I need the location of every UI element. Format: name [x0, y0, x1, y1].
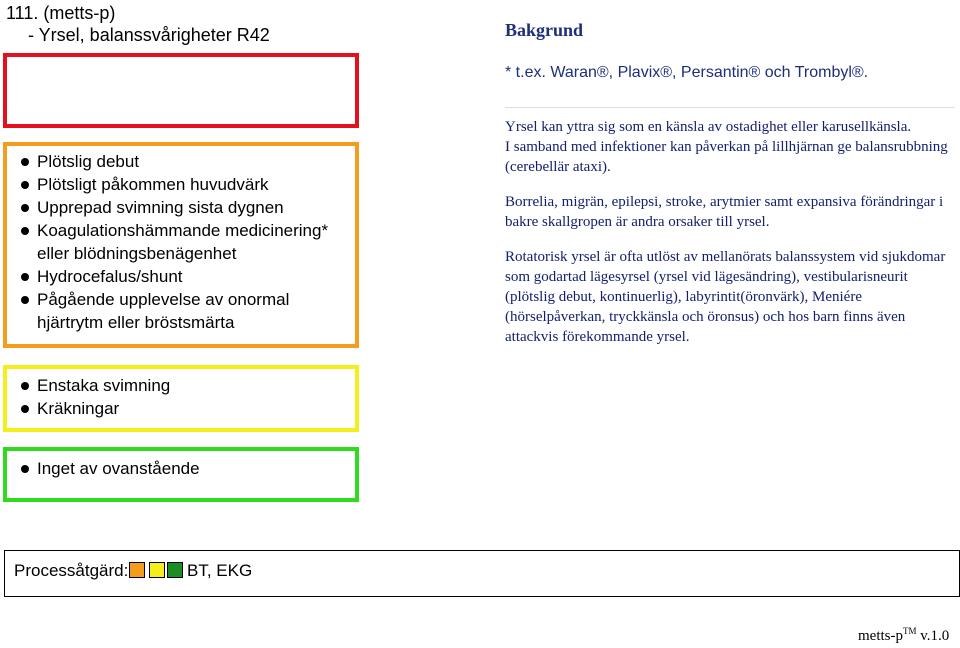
document-subtitle: - Yrsel, balanssvårigheter R42 [28, 25, 270, 45]
list-item: Upprepad svimning sista dygnen [13, 196, 328, 219]
list-item: Plötslig debut [13, 150, 328, 173]
background-paragraph-3: Rotatorisk yrsel är ofta utlöst av mellanörats balanssystem vid sjukdomar som godartad lägesyrsel (yrsel vid lägesändring), vestibularisneurit (plötslig debut, kontinuerlig), labyrintit(öronvärk), Meniére (hörselpåverkan, tryckkänsla och öronsus) och hos barn finns även attackvis förekommande yrsel. [505, 249, 946, 345]
list-item: Plötsligt påkommen huvudvärk [13, 173, 328, 196]
bullet-icon [21, 465, 29, 473]
background-note: * t.ex. Waran®, Plavix®, Persantin® och Trombyl®. [505, 64, 869, 81]
bullet-icon [21, 296, 29, 304]
triage-box-red [3, 53, 359, 128]
yellow-square-icon [149, 562, 165, 578]
document-title: 111. (metts-p) [6, 3, 116, 23]
process-action: BT, EKG [187, 561, 253, 580]
background-heading: Bakgrund [505, 20, 584, 40]
background-paragraph-2: Borrelia, migrän, epilepsi, stroke, arytmier samt expansiva förändringar i bakre skallgropen är andra orsaker till yrsel. [505, 194, 944, 230]
list-item: Koagulationshämmande medicinering* eller blödningsbenägenhet [13, 219, 328, 265]
orange-criteria-list [13, 150, 328, 334]
list-item: Hydrocefalus/shunt [13, 265, 328, 288]
yellow-criteria-list [13, 374, 170, 420]
bullet-icon [21, 158, 29, 166]
bullet-icon [21, 227, 29, 235]
bullet-icon [21, 273, 29, 281]
orange-square-icon [129, 562, 145, 578]
footer-version: metts-p™ v.1.0 [858, 626, 950, 644]
bullet-icon [21, 405, 29, 413]
list-item: Inget av ovanstående [13, 457, 200, 480]
background-paragraph-1: Yrsel kan yttra sig som en känsla av ostadighet eller karusellkänsla. I samband med infektioner kan påverkan på lillhjärnan ge balansrubbning (cerebellär ataxi). [505, 119, 948, 175]
list-item: Pågående upplevelse av onormal hjärtrytm eller bröstsmärta [13, 288, 328, 334]
green-square-icon [167, 562, 183, 578]
bullet-icon [21, 204, 29, 212]
list-item: Enstaka svimning [13, 374, 170, 397]
bullet-icon [21, 181, 29, 189]
bullet-icon [21, 382, 29, 390]
process-box [4, 550, 960, 597]
divider [505, 107, 955, 108]
green-criteria-list [13, 457, 200, 480]
process-label: Processåtgärd: [14, 561, 129, 580]
list-item: Kräkningar [13, 397, 170, 420]
